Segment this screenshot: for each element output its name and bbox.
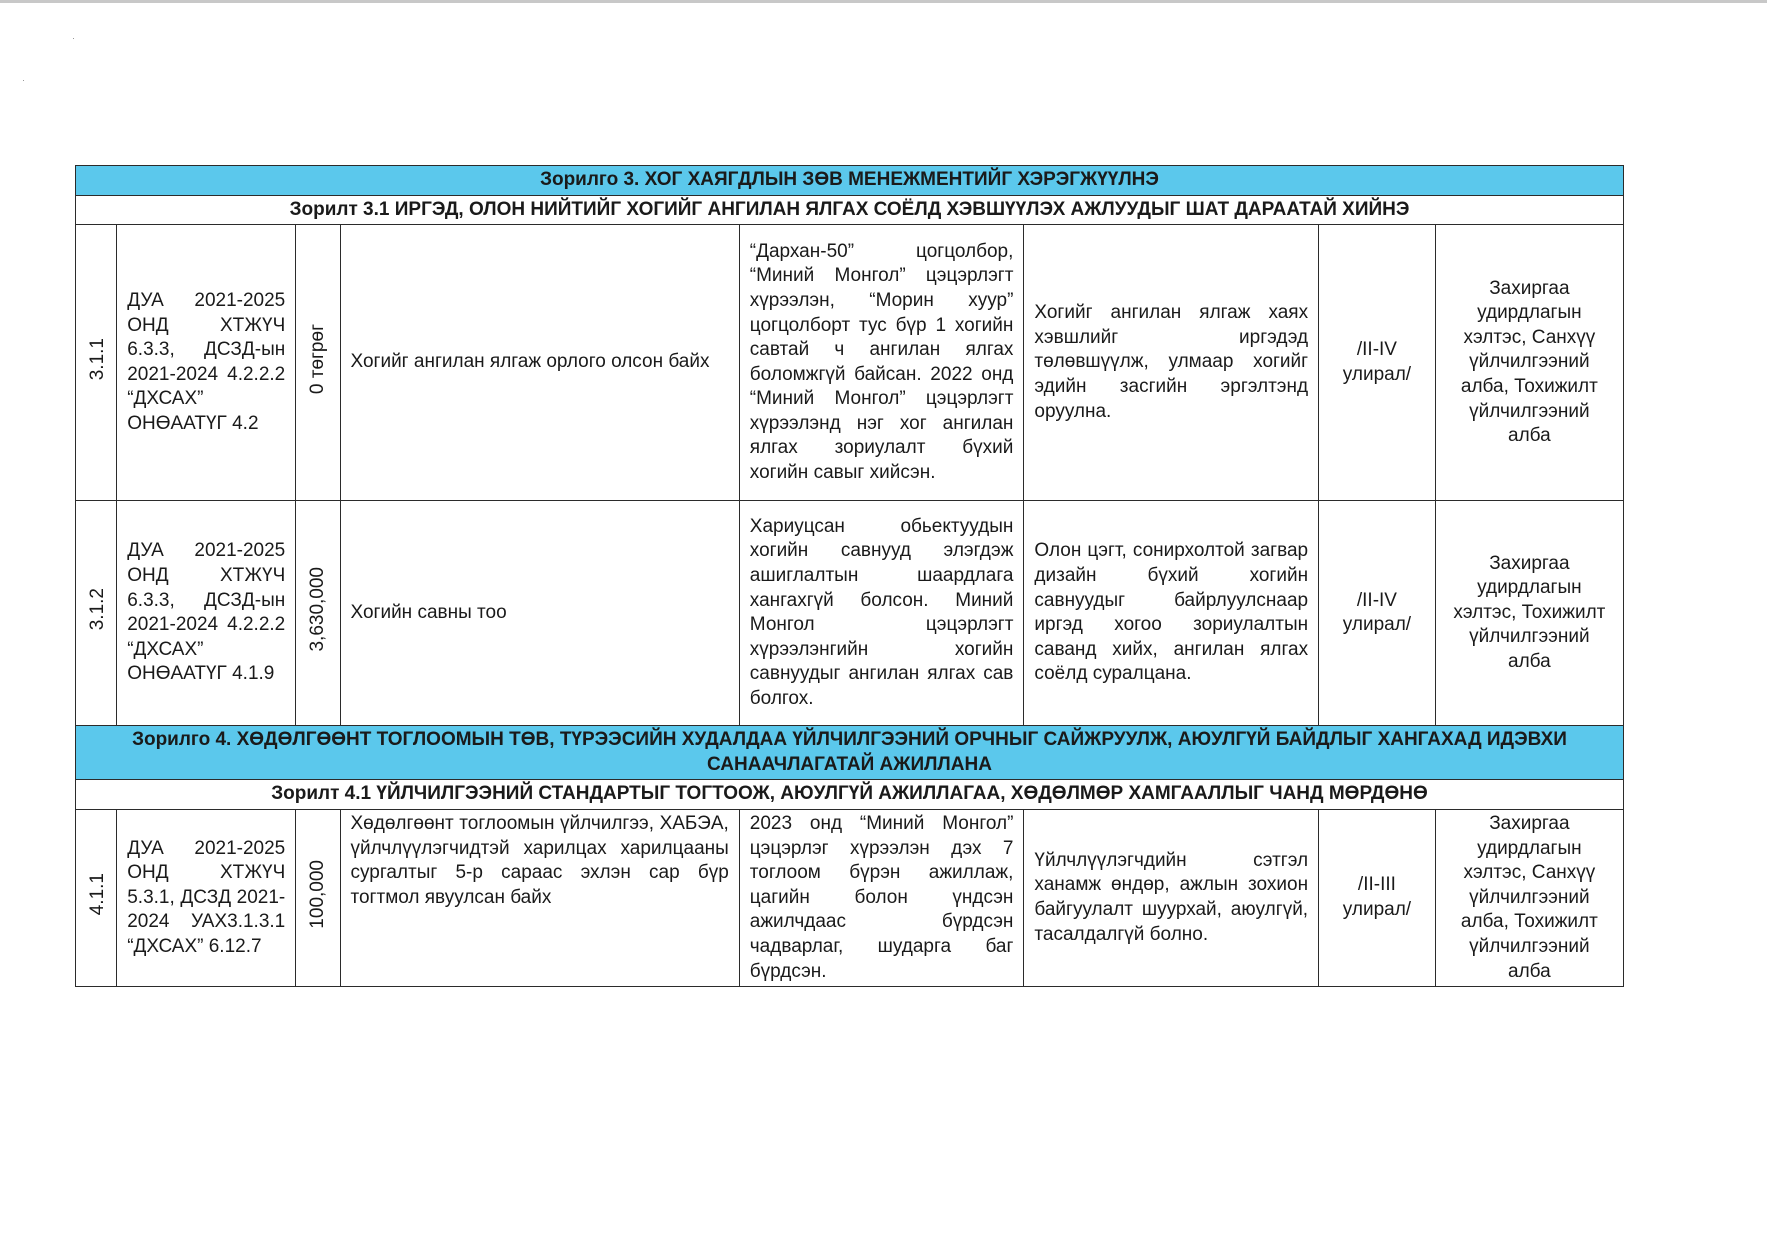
row-outcome: Үйлчлүүлэгчдийн сэтгэл ханамж өндөр, ажлын зохион байгуулалт шуурхай, аюулгүй, тасалдалгүй болно. xyxy=(1024,809,1319,986)
row-budget: 100,000 xyxy=(307,859,329,929)
row-period: /II-III улирал/ xyxy=(1319,809,1436,986)
row-reference: ДУА 2021-2025 ОНД ХТЖҮЧ 6.3.3, ДСЗД-ын 2021-2024 4.2.2.2 “ДХСАХ” ОНӨААТҮГ 4.1.9 xyxy=(117,501,296,726)
row-responsible: Захиргаа удирдлагын хэлтэс, Санхүү үйлчилгээний алба, Тохижилт үйлчилгээний алба xyxy=(1435,225,1623,501)
table-row xyxy=(76,225,1624,501)
objective-3-1-title: Зорилт 3.1 ИРГЭД, ОЛОН НИЙТИЙГ ХОГИЙГ АНГИЛАН ЯЛГАХ СОЁЛД ХЭВШҮҮЛЭХ АЖЛУУДЫГ ШАТ ДАРААТАЙ ХИЙНЭ xyxy=(76,195,1624,225)
row-outcome: Хогийг ангилан ялгаж хаях хэвшлийг иргэдэд төлөвшүүлж, улмаар хогийг эдийн засгийн эргэлтэнд оруулна. xyxy=(1024,225,1319,501)
row-code: 3.1.1 xyxy=(87,337,108,381)
row-reference: ДУА 2021-2025 ОНД ХТЖҮЧ 6.3.3, ДСЗД-ын 2021-2024 4.2.2.2 “ДХСАХ” ОНӨААТҮГ 4.2 xyxy=(117,225,296,501)
table-row xyxy=(76,809,1624,986)
goal-row xyxy=(76,166,1624,196)
row-budget-cell xyxy=(296,501,340,726)
page-top-edge xyxy=(0,0,1767,3)
row-outcome: Олон цэгт, сонирхолтой загвар дизайн бүхий хогийн савнуудыг байрлуулснаар иргэд хогоо зориулалтын саванд хийх, ангилан ялгах соёлд суралцана. xyxy=(1024,501,1319,726)
row-budget: 0 төгрөг xyxy=(307,323,329,394)
action-plan-table xyxy=(75,165,1624,987)
table-row xyxy=(76,501,1624,726)
scan-speck: · xyxy=(72,33,75,43)
row-budget-cell xyxy=(296,809,340,986)
scan-speck: · xyxy=(22,75,25,85)
row-budget: 3,630,000 xyxy=(307,567,329,652)
row-baseline: “Дархан-50” цогцолбор, “Миний Монгол” цэцэрлэгт хүрээлэн, “Морин хуур” цогцолборт тус бүр 1 хогийн савтай ч ангилан ялгах боломжгүй байсан. 2022 онд “Миний Монгол” цэцэрлэгт хүрээлэнд нэг хог ангилан ялгах зориулалт бүхий хогийн савыг хийсэн. xyxy=(739,225,1024,501)
row-code: 3.1.2 xyxy=(87,588,108,631)
row-code-cell xyxy=(76,809,117,986)
row-responsible: Захиргаа удирдлагын хэлтэс, Санхүү үйлчилгээний алба, Тохижилт үйлчилгээний алба xyxy=(1435,809,1623,986)
objective-4-1-title: Зорилт 4.1 ҮЙЛЧИЛГЭЭНИЙ СТАНДАРТЫГ ТОГТООЖ, АЮУЛГҮЙ АЖИЛЛАГАА, ХӨДӨЛМӨР ХАМГААЛЛЫГ ЧАНД МӨРДӨНӨ xyxy=(76,780,1624,810)
row-indicator: Хогийн савны тоо xyxy=(340,501,739,726)
row-code-cell xyxy=(76,501,117,726)
row-period: /II-IV улирал/ xyxy=(1319,225,1436,501)
row-indicator: Хогийг ангилан ялгаж орлого олсон байх xyxy=(340,225,739,501)
row-baseline: Хариуцсан обьектуудын хогийн савнууд элэгдэж ашиглалтын шаардлага хангахгүй болсон. Миний Монгол цэцэрлэгт хүрээлэнгийн хогийн савнуудыг ангилан ялгах сав болгох. xyxy=(739,501,1024,726)
row-baseline: 2023 онд “Миний Монгол” цэцэрлэг хүрээлэн дэх 7 тоглоом бүрэн ажиллаж, цагийн болон үндсэн ажилчдаас бүрдсэн чадварлаг, шударга баг бүрдсэн. xyxy=(739,809,1024,986)
objective-row xyxy=(76,195,1624,225)
row-code-cell xyxy=(76,225,117,501)
row-reference: ДУА 2021-2025 ОНД ХТЖҮЧ 5.3.1, ДСЗД 2021-2024 УАХ3.1.3.1 “ДХСАХ” 6.12.7 xyxy=(117,809,296,986)
objective-row xyxy=(76,780,1624,810)
goal-row xyxy=(76,726,1624,780)
goal-3-title: Зорилго 3. ХОГ ХАЯГДЛЫН ЗӨВ МЕНЕЖМЕНТИЙГ ХЭРЭГЖҮҮЛНЭ xyxy=(76,166,1624,196)
row-code: 4.1.1 xyxy=(87,873,108,916)
goal-4-title: Зорилго 4. ХӨДӨЛГӨӨНТ ТОГЛООМЫН ТӨВ, ТҮРЭЭСИЙН ХУДАЛДАА ҮЙЛЧИЛГЭЭНИЙ ОРЧНЫГ САЙЖРУУЛЖ, АЮУЛГҮЙ БАЙДЛЫГ ХАНГАХАД ИДЭВХИ САНААЧЛАГАТАЙ АЖИЛЛАНА xyxy=(76,726,1624,780)
row-budget-cell xyxy=(296,225,340,501)
row-responsible: Захиргаа удирдлагын хэлтэс, Тохижилт үйлчилгээний алба xyxy=(1435,501,1623,726)
row-indicator: Хөдөлгөөнт тоглоомын үйлчилгээ, ХАБЭА, үйлчлүүлэгчидтэй харилцах харилцааны сургалтыг 5-р сараас эхлэн сар бүр тогтмол явуулсан байх xyxy=(340,809,739,986)
row-period: /II-IV улирал/ xyxy=(1319,501,1436,726)
